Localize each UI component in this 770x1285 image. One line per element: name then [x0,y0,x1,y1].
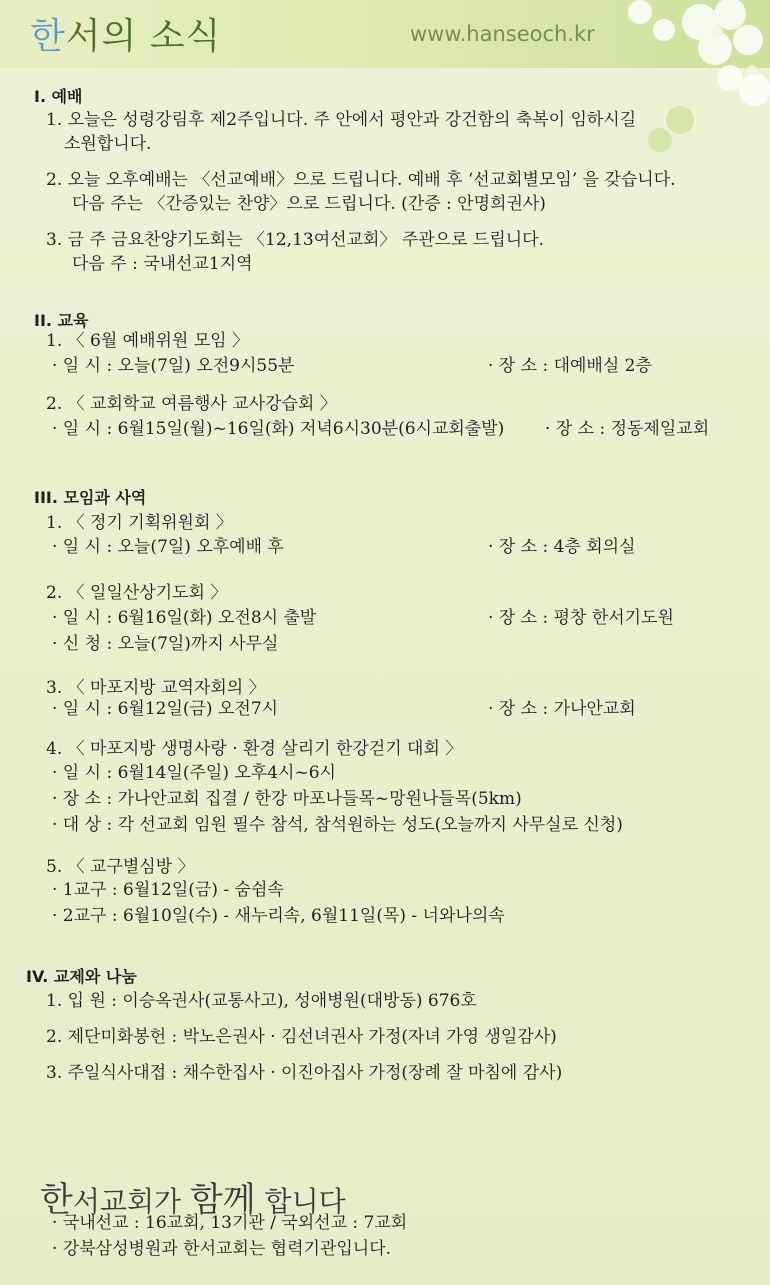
worship-item-3a: 3. 금 주 금요찬양기도회는 〈12,13여선교회〉 주관으로 드립니다. [46,230,544,250]
section-meetings-heading: III. 모임과 사역 [34,488,147,507]
footer-partner-line: · 강북삼성병원과 한서교회는 협력기관입니다. [52,1239,392,1259]
title-rest: 서의 소식 [65,16,222,57]
newsletter-title [30,8,221,59]
meetings-item-4-title: 4. 〈 마포지방 생명사랑 · 환경 살리기 한강걷기 대회 〉 [46,739,463,759]
footer-slogan-part4: 합니다 [255,1185,346,1218]
education-item-2-date: · 일 시 : 6월15일(월)~16일(화) 저녁6시30분(6시교회출발) [52,419,505,439]
footer-slogan-first: 한 [40,1180,73,1220]
fellowship-item-2: 2. 제단미화봉헌 : 박노은권사 · 김선녀권사 가정(자녀 가영 생일감사) [46,1027,557,1047]
worship-item-1b: 소원합니다. [64,134,152,154]
footer-slogan-together: 함께 [189,1180,256,1220]
worship-item-2a: 2. 오늘 오후예배는 〈선교예배〉으로 드립니다. 예배 후 ‘선교회별모임’ 을 갖습니다. [46,170,676,190]
education-item-1-place: · 장 소 : 대예배실 2층 [488,356,652,376]
meetings-item-1-title: 1. 〈 정기 기획위원회 〉 [46,513,233,533]
meetings-item-4-target: · 대 상 : 각 선교회 임원 필수 참석, 참석원하는 성도(오늘까지 사무실로 신청) [52,815,623,835]
meetings-item-2-place: · 장 소 : 평창 한서기도원 [488,608,674,628]
education-item-1-date: · 일 시 : 오늘(7일) 오전9시55분 [52,356,295,376]
flower-decoration-icon [580,0,770,170]
title-first-char: 한 [30,16,66,57]
meetings-item-3-date: · 일 시 : 6월12일(금) 오전7시 [52,699,279,719]
education-item-2-title: 2. 〈 교회학교 여름행사 교사강습회 〉 [46,394,337,414]
meetings-item-1-date: · 일 시 : 오늘(7일) 오후예배 후 [52,537,284,557]
meetings-item-3-title: 3. 〈 마포지방 교역자회의 〉 [46,678,266,698]
meetings-item-1-place: · 장 소 : 4층 회의실 [488,537,636,557]
education-item-1-title: 1. 〈 6월 예배위원 모임 〉 [46,331,250,351]
meetings-item-5-title: 5. 〈 교구별심방 〉 [46,857,195,877]
worship-item-2b: 다음 주는 〈간증있는 찬양〉으로 드립니다. (간증 : 안명희권사) [72,194,546,214]
fellowship-item-1: 1. 입 원 : 이승옥권사(교통사고), 성애병원(대방동) 676호 [46,991,477,1011]
footer-mission-line: · 국내선교 : 16교회, 13기관 / 국외선교 : 7교회 [52,1213,408,1233]
meetings-item-4-place: · 장 소 : 가나안교회 집결 / 한강 마포나들목~망원나들목(5km) [52,789,522,809]
meetings-item-3-place: · 장 소 : 가나안교회 [488,699,636,719]
meetings-item-5-b: · 2교구 : 6월10일(수) - 새누리속, 6월11일(목) - 너와나의속 [52,906,505,926]
section-fellowship-heading: IV. 교제와 나눔 [26,967,137,986]
education-item-2-place: · 장 소 : 정동제일교회 [545,419,710,439]
section-education-heading: II. 교육 [34,311,89,330]
meetings-item-4-date: · 일 시 : 6월14일(주일) 오후4시~6시 [52,763,336,783]
footer-slogan-part2: 서교회가 [72,1185,190,1218]
fellowship-item-3: 3. 주일식사대접 : 채수한집사 · 이진아집사 가정(장례 잘 마침에 감사) [46,1063,563,1083]
section-worship-heading: I. 예배 [34,87,83,106]
meetings-item-5-a: · 1교구 : 6월12일(금) - 숨쉼속 [52,880,284,900]
meetings-item-2-title: 2. 〈 일일산상기도회 〉 [46,583,228,603]
website-url[interactable]: www.hanseoch.kr [410,22,595,46]
worship-item-3b: 다음 주 : 국내선교1지역 [72,254,253,274]
meetings-item-2-apply: · 신 청 : 오늘(7일)까지 사무실 [52,634,279,654]
meetings-item-2-date: · 일 시 : 6월16일(화) 오전8시 출발 [52,608,317,628]
worship-item-1a: 1. 오늘은 성령강림후 제2주입니다. 주 안에서 평안과 강건함의 축복이 임하시길 [46,110,637,130]
